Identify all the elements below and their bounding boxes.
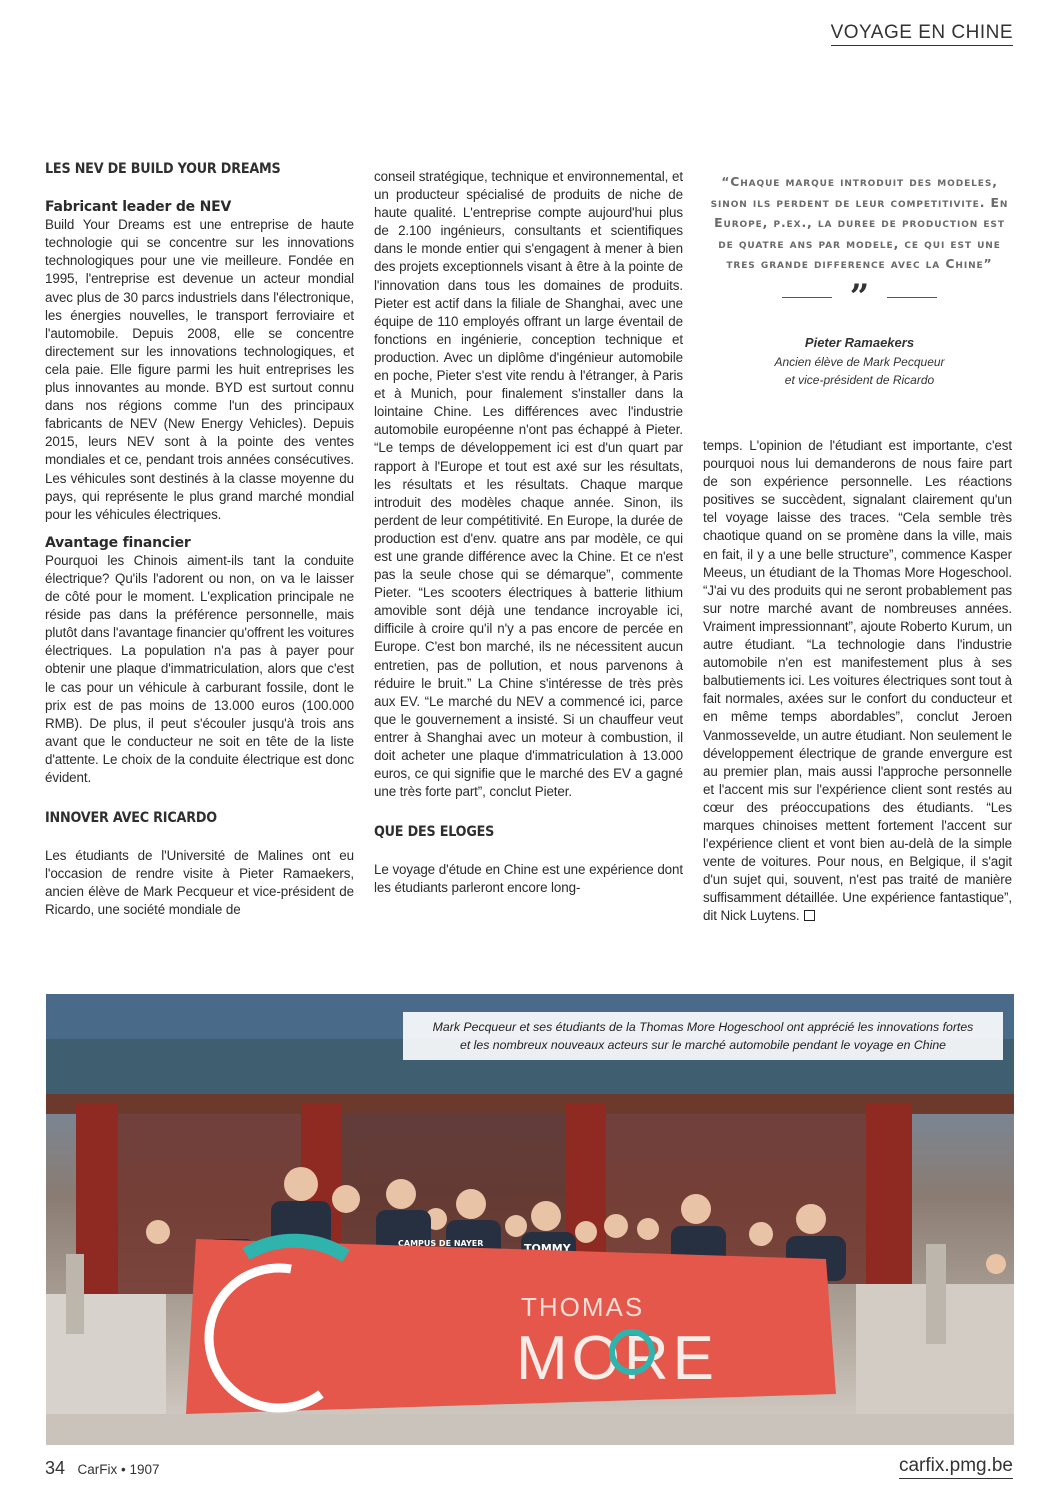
banner-word-thomas: THOMAS [521, 1292, 645, 1322]
subheading-avantage: Avantage financier [45, 534, 191, 551]
paragraph-eloges-cont-text: temps. L'opinion de l'étudiant est importante, c'est pourquoi nous lui demanderons de nous faire part de son expérience personnelle. Les réactions positives se succèdent, signalant clairement qu'un tel voyage laisse des traces. “Cela semble très chaotique quand on se promène dans la ville, mais en fait, il y a une belle structure”, commence Kasper Meeus, un étudiant de la Thomas More Hogeschool. “J'ai vu des produits qui ne seront probablement pas sur notre marché avant de nombreuses années. Vraiment impressionnant”, ajoute Roberto Kurum, un autre étudiant. “La technologie dans l'industrie automobile n'en est manifestement plus à ses balbutiements ici. Les voitures électriques sont tout à fait normales, axées sur le confort du conducteur et en même temps abordables”, conclut Jeroen Vanmossevelde, un autre étudiant. Non seulement le développement électrique de grande envergure est au premier plan, mais aussi l'approche personnelle et l'accent mis sur l'expérience client sont restés au cœur des préoccupations des étudiants. “Les marques chinoises mettent fortement l'accent sur l'expérience client et vont bien au-delà de la simple vente de voitures. Pour nous, en Belgique, il s'agit d'un sujet qui, souvent, n'est pas traité de manière suffisamment détaillée. Une expérience fantastique”, dit Nick Luytens. [703, 438, 1012, 924]
footer-left [45, 1458, 160, 1479]
banner-word-more: MORE [516, 1324, 718, 1393]
magazine-issue: CarFix • 1907 [77, 1462, 160, 1477]
quote-mark-icon: ” [849, 276, 870, 317]
caption-line-1: Mark Pecqueur et ses étudiants de la Thomas More Hogeschool ont apprécié les innovations fortes [432, 1020, 974, 1034]
heading-nev-byd: LES NEV DE BUILD YOUR DREAMS [45, 161, 281, 177]
heading-ricardo: INNOVER AVEC RICARDO [45, 810, 217, 827]
photo-illustration [46, 994, 1014, 1445]
heading-eloges: QUE DES ELOGES [374, 824, 495, 841]
website-link[interactable]: carfix.pmg.be [899, 1455, 1013, 1479]
subheading-fabricant: Fabricant leader de NEV [45, 199, 232, 216]
article-column-3 [703, 437, 1012, 940]
quote-role-line1: Ancien élève de Mark Pecqueur [774, 354, 945, 369]
stone-steps [46, 1414, 1014, 1445]
paragraph-eloges-cont [703, 437, 1012, 926]
article-column-2 [374, 168, 683, 912]
group-photo [46, 994, 1014, 1445]
pull-quote [705, 172, 1014, 389]
caption-line-2: et les nombreux nouveaux acteurs sur le marché automobile pendant le voyage en Chine [459, 1038, 947, 1052]
paragraph-avantage: Pourquoi les Chinois aiment-ils tant la conduite électrique? Qu'ils l'adorent ou non, on va le laisser de côté pour le moment. L'explication principale ne réside pas dans la préférence personnelle, mais plutôt dans l'avantage financier qu'offrent les voitures électriques. La population n'a pas à payer pour obtenir une plaque d'immatriculation, alors que c'est le cas pour un véhicule à carburant fossile, dont le prix est de pas moins de 13.000 euros (100.000 RMB). De plus, il peut s'écouler jusqu'à trois ans avant que le conducteur ne soit en tête de la liste d'attente. Le choix de la conduite électrique est donc évident. [45, 552, 354, 785]
paragraph-eloges: Le voyage d'étude en Chine est une expérience dont les étudiants parleront encore long- [374, 862, 683, 896]
shirt-text: CAMPUS DE NAYER [398, 1239, 484, 1248]
divider-line [782, 297, 832, 298]
divider-line [887, 297, 937, 298]
paragraph-ricardo: Les étudiants de l'Université de Malines ont eu l'occasion de rendre visite à Pieter Ramaekers, ancien élève de Mark Pecqueur et vice-président de Ricardo, une société mondiale de [45, 848, 354, 918]
end-mark-icon [804, 910, 815, 921]
pull-quote-text: “Chaque marque introduit des modeles, sinon ils perdent de leur competitivite. En Europe, p.ex., la duree de production est de quatre ans par modele, ce qui est une tres grande difference avec la Chine” [710, 174, 1009, 272]
quote-role-line2: et vice-président de Ricardo [784, 372, 935, 387]
shirt-text: TOMMY [524, 1242, 571, 1255]
section-header: VOYAGE EN CHINE [831, 22, 1013, 46]
quote-author: Pieter Ramaekers [804, 334, 915, 350]
paragraph-byd: Build Your Dreams est une entreprise de haute technologie qui se concentre sur les innovations technologiques pour une vie meilleure. Fondée en 1995, l'entreprise est devenue un acteur mondial avec plus de 30 parcs industriels dans l'électronique, les énergies nouvelles, le transport ferroviaire et l'automobile. Depuis 2008, elle se concentre directement sur les innovations technologiques, et cela paie. Elle figure parmi les huit entreprises les plus innovantes au monde. BYD est surtout connu dans nos régions comme l'un des principaux fabricants de NEV (New Energy Vehicles). Depuis 2015, leurs NEV sont à la pointe des ventes mondiales et ce, pendant trois années consécutives. Les véhicules sont destinés à la classe moyenne du pays, qui représente le plus grand marché mondial pour les véhicules électriques. [45, 217, 354, 522]
paragraph-ricardo-cont: conseil stratégique, technique et environnemental, et un producteur spécialisé de produits de niche de haute qualité. L'entreprise compte aujourd'hui plus de 2.100 ingénieurs, consultants et scientifiques dans le monde entier qui s'engagent à mener à bien des projets exceptionnels visant à être à la pointe de l'innovation dans tous les domaines de produits. Pieter est actif dans la filiale de Shanghai, avec une équipe de 110 employés offrant un large éventail de fonctions en ingénierie, conception technique et production. Avec un diplôme d'ingénieur automobile en poche, Pieter s'est vite rendu à l'étranger, à Paris et à Munich, pour finalement s'installer dans la lointaine Chine. Les différences avec l'industrie automobile européenne n'ont pas échappé à Pieter. “Le temps de développement ici est d'un quart par rapport à l'Europe et tout est axé sur les résultats, les résultats et les résultats. Chaque marque introduit des modèles chaque année. Sinon, ils perdent de leur compétitivité. En Europe, la durée de production est d'env. quatre ans par modèle, ce qui est une grande différence avec la Chine. Et ce n'est pas la seule chose qui se démarque”, commente Pieter. “Les scooters électriques à batterie lithium amovible sont déjà une tendance incroyable ici, difficile à croire qu'il n'y a pas encore de percée en Europe. C'est bon marché, ils ne nécessitent aucun entretien, pas de pollution, et nous parvenons à réduire le bruit.” La Chine s'intéresse de très près aux EV. “Le marché du NEV a commencé ici, parce que le gouvernement a insisté. Si un chauffeur veut entrer à Shanghai avec un moteur à combustion, il doit acheter une plaque d'immatriculation à 13.000 euros, ce qui signifie que le marché des EV a gagné une très forte part”, conclut Pieter. [374, 169, 683, 800]
page-number: 34 [45, 1458, 66, 1478]
photo-caption [403, 1012, 1003, 1060]
article-column-1 [45, 160, 354, 934]
quote-divider [705, 276, 1014, 317]
